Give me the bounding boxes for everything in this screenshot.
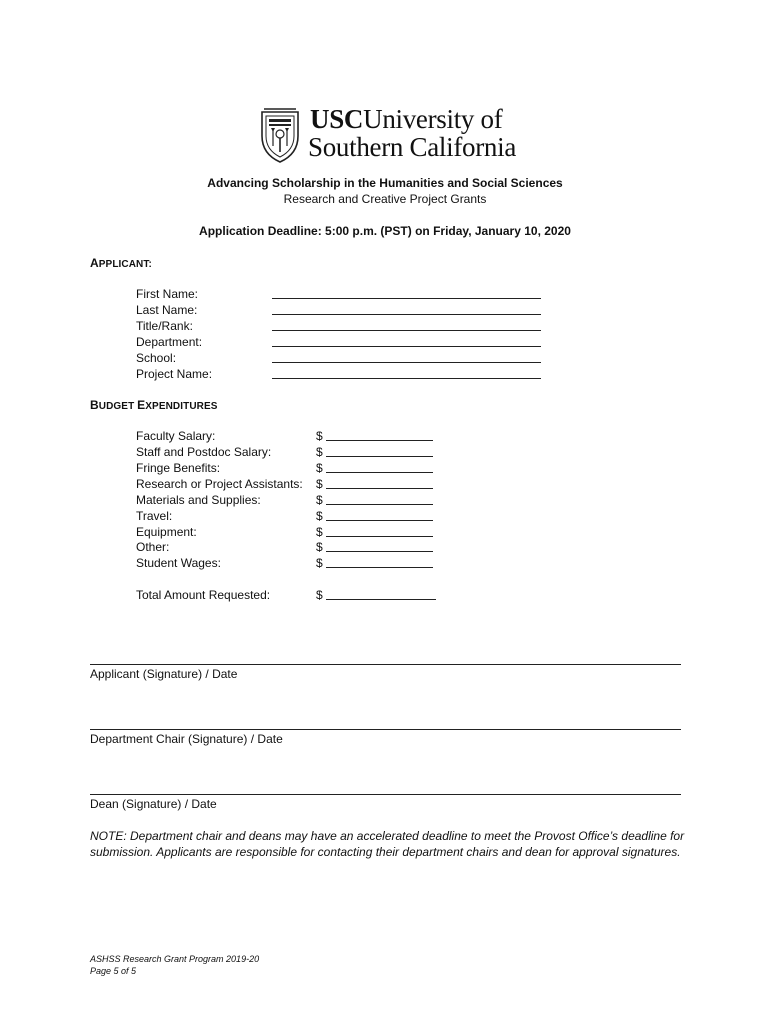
field-label-first-name: First Name:	[136, 287, 199, 301]
currency-symbol: $	[316, 588, 323, 602]
document-title: Advancing Scholarship in the Humanities and Social Sciences	[207, 176, 563, 190]
field-label-title-rank: Title/Rank:	[136, 319, 193, 333]
equipment-input[interactable]	[326, 536, 433, 537]
applicant-heading: APPLICANT:	[90, 256, 152, 270]
footer-page-number: Page 5 of 5	[90, 966, 137, 976]
budget-label-materials-supplies: Materials and Supplies:	[136, 493, 261, 507]
travel-input[interactable]	[326, 520, 433, 521]
total-amount-label: Total Amount Requested:	[136, 588, 271, 602]
currency-symbol: $	[316, 540, 323, 554]
first-name-input[interactable]	[272, 298, 541, 299]
department-input[interactable]	[272, 346, 541, 347]
dean-signature-label: Dean (Signature) / Date	[90, 797, 217, 811]
last-name-input[interactable]	[272, 314, 541, 315]
field-label-department: Department:	[136, 335, 203, 349]
usc-logo	[258, 104, 518, 166]
approval-note: NOTE: Department chair and deans may have an accelerated deadline to meet the Provost Office’s deadline for submission. Applicants are responsible for contacting their department chairs and dean for approval signatures.	[90, 829, 685, 859]
materials-supplies-input[interactable]	[326, 504, 433, 505]
logo-line2: Southern California	[308, 132, 517, 162]
project-name-input[interactable]	[272, 378, 541, 379]
budget-heading: BUDGET EXPENDITURES	[90, 398, 218, 412]
currency-symbol: $	[316, 509, 323, 523]
applicant-signature-label: Applicant (Signature) / Date	[90, 667, 238, 681]
currency-symbol: $	[316, 493, 323, 507]
budget-label-equipment: Equipment:	[136, 525, 197, 539]
applicant-signature-line[interactable]	[90, 664, 681, 665]
footer-program: ASHSS Research Grant Program 2019-20	[90, 954, 260, 964]
currency-symbol: $	[316, 477, 323, 491]
field-label-last-name: Last Name:	[136, 303, 198, 317]
dean-signature-line[interactable]	[90, 794, 681, 795]
department-chair-signature-line[interactable]	[90, 729, 681, 730]
application-deadline: Application Deadline: 5:00 p.m. (PST) on Friday, January 10, 2020	[199, 224, 571, 238]
budget-label-staff-postdoc-salary: Staff and Postdoc Salary:	[136, 445, 272, 459]
budget-label-travel: Travel:	[136, 509, 173, 523]
faculty-salary-input[interactable]	[326, 440, 433, 441]
title-rank-input[interactable]	[272, 330, 541, 331]
fringe-benefits-input[interactable]	[326, 472, 433, 473]
usc-seal-icon	[258, 106, 302, 164]
field-label-project-name: Project Name:	[136, 367, 213, 381]
student-wages-input[interactable]	[326, 567, 433, 568]
budget-label-faculty-salary: Faculty Salary:	[136, 429, 216, 443]
logo-line1: USCUniversity of	[310, 104, 503, 134]
budget-label-student-wages: Student Wages:	[136, 556, 221, 570]
total-amount-input[interactable]	[326, 599, 436, 600]
currency-symbol: $	[316, 461, 323, 475]
document-subtitle: Research and Creative Project Grants	[283, 192, 487, 206]
department-chair-signature-label: Department Chair (Signature) / Date	[90, 732, 283, 746]
research-assistants-input[interactable]	[326, 488, 433, 489]
currency-symbol: $	[316, 525, 323, 539]
currency-symbol: $	[316, 445, 323, 459]
currency-symbol: $	[316, 556, 323, 570]
field-label-school: School:	[136, 351, 177, 365]
school-input[interactable]	[272, 362, 541, 363]
staff-postdoc-salary-input[interactable]	[326, 456, 433, 457]
budget-label-fringe-benefits: Fringe Benefits:	[136, 461, 221, 475]
budget-label-research-assistants: Research or Project Assistants:	[136, 477, 303, 491]
budget-label-other: Other:	[136, 540, 170, 554]
currency-symbol: $	[316, 429, 323, 443]
other-input[interactable]	[326, 551, 433, 552]
